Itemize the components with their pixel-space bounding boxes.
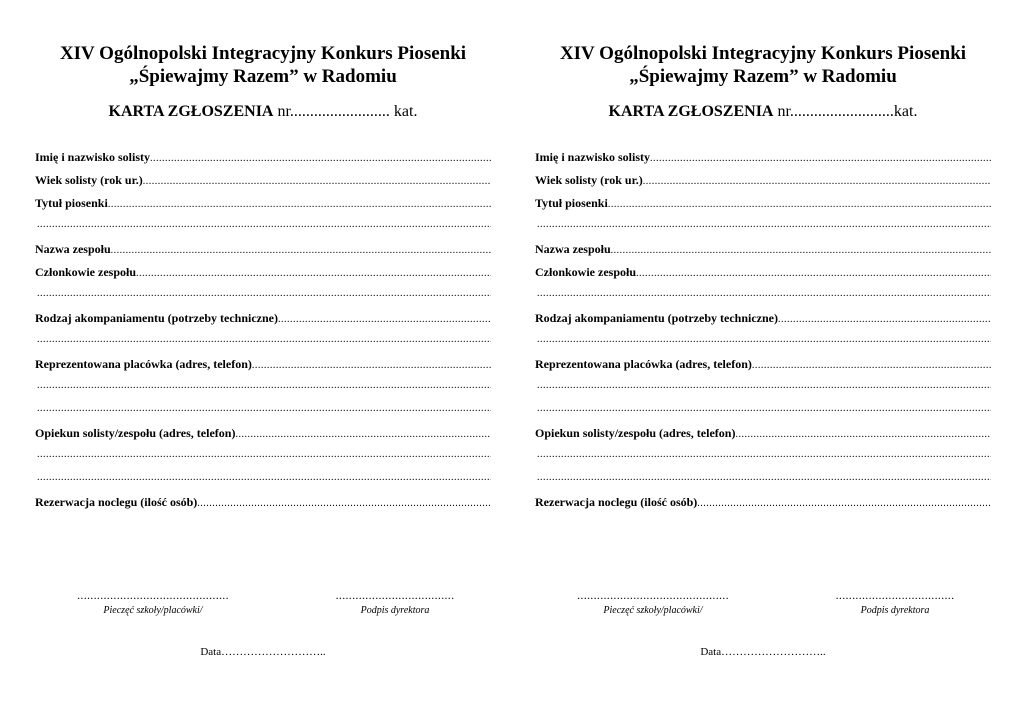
field-label: Reprezentowana placówka (adres, telefon) bbox=[535, 357, 752, 371]
field-band-members[interactable] bbox=[535, 265, 991, 288]
field-institution[interactable] bbox=[535, 357, 991, 380]
fill-line[interactable] bbox=[35, 219, 491, 230]
field-label: Wiek solisty (rok ur.) bbox=[535, 173, 643, 187]
fill-line[interactable] bbox=[235, 429, 491, 440]
director-signature-block bbox=[825, 588, 965, 616]
form-fields bbox=[535, 150, 991, 518]
fill-line[interactable] bbox=[35, 380, 491, 391]
field-label: Członkowie zespołu bbox=[535, 265, 637, 279]
fill-line[interactable] bbox=[35, 449, 491, 460]
field-band-name[interactable] bbox=[35, 242, 491, 265]
fill-line[interactable] bbox=[535, 403, 991, 414]
fill-line[interactable] bbox=[35, 403, 491, 414]
field-guardian[interactable] bbox=[35, 426, 491, 449]
stamp-signature-block bbox=[53, 588, 253, 616]
field-accommodation[interactable] bbox=[35, 495, 491, 518]
director-signature-block bbox=[325, 588, 465, 616]
field-band-members-cont[interactable] bbox=[35, 288, 491, 311]
fill-line[interactable] bbox=[697, 498, 991, 509]
field-label: Rezerwacja noclegu (ilość osób) bbox=[535, 495, 698, 509]
fill-line[interactable] bbox=[643, 176, 991, 187]
field-band-members-cont[interactable] bbox=[535, 288, 991, 311]
fill-line[interactable] bbox=[735, 429, 991, 440]
fill-line[interactable] bbox=[535, 288, 991, 299]
fill-line[interactable] bbox=[108, 199, 491, 210]
field-label: Imię i nazwisko solisty bbox=[35, 150, 151, 164]
fill-line[interactable] bbox=[197, 498, 491, 509]
field-label: Nazwa zespołu bbox=[535, 242, 611, 256]
field-accompaniment-cont[interactable] bbox=[535, 334, 991, 357]
field-label: Opiekun solisty/zespołu (adres, telefon) bbox=[35, 426, 236, 440]
form-fields bbox=[35, 150, 491, 518]
fill-line[interactable] bbox=[278, 314, 491, 325]
field-guardian-cont-1[interactable] bbox=[535, 449, 991, 472]
karta-title: KARTA ZGŁOSZENIA bbox=[608, 103, 774, 120]
field-label: Rodzaj akompaniamentu (potrzeby techniczne) bbox=[35, 311, 278, 325]
stamp-label: Pieczęć szkoły/placówki/ bbox=[103, 605, 203, 616]
field-guardian[interactable] bbox=[535, 426, 991, 449]
title-line-1: XIV Ogólnopolski Integracyjny Konkurs Piosenki bbox=[559, 43, 967, 64]
date-field[interactable]: Data……………………….. bbox=[700, 646, 826, 658]
field-song-title-cont[interactable] bbox=[535, 219, 991, 242]
field-institution-cont-1[interactable] bbox=[535, 380, 991, 403]
field-soloist-name[interactable] bbox=[35, 150, 491, 173]
field-song-title[interactable] bbox=[35, 196, 491, 219]
fill-line[interactable] bbox=[143, 176, 491, 187]
fill-line[interactable] bbox=[535, 472, 991, 483]
fill-line[interactable] bbox=[636, 268, 991, 279]
field-label: Nazwa zespołu bbox=[35, 242, 111, 256]
field-soloist-name[interactable] bbox=[535, 150, 991, 173]
fill-line[interactable] bbox=[136, 268, 491, 279]
registration-form-left bbox=[35, 0, 491, 725]
field-accompaniment[interactable] bbox=[35, 311, 491, 334]
field-soloist-age[interactable] bbox=[535, 173, 991, 196]
field-institution-cont-2[interactable] bbox=[535, 403, 991, 426]
form-title bbox=[35, 42, 491, 88]
date-field[interactable]: Data……………………….. bbox=[200, 646, 326, 658]
director-label: Podpis dyrektora bbox=[860, 605, 930, 616]
title-line-1: XIV Ogólnopolski Integracyjny Konkurs Piosenki bbox=[59, 43, 467, 64]
field-soloist-age[interactable] bbox=[35, 173, 491, 196]
fill-line[interactable] bbox=[252, 360, 491, 371]
field-label: Imię i nazwisko solisty bbox=[535, 150, 651, 164]
field-song-title[interactable] bbox=[535, 196, 991, 219]
fill-line[interactable] bbox=[752, 360, 991, 371]
fill-line[interactable] bbox=[535, 449, 991, 460]
karta-title: KARTA ZGŁOSZENIA bbox=[108, 103, 274, 120]
field-accommodation[interactable] bbox=[535, 495, 991, 518]
fill-line[interactable] bbox=[35, 334, 491, 345]
fill-line[interactable] bbox=[535, 334, 991, 345]
stamp-line[interactable]: .............................................. bbox=[577, 588, 729, 602]
field-guardian-cont-2[interactable] bbox=[535, 472, 991, 495]
field-label: Członkowie zespołu bbox=[35, 265, 137, 279]
title-line-2: „Śpiewajmy Razem” w Radomiu bbox=[129, 66, 397, 87]
fill-line[interactable] bbox=[111, 245, 491, 256]
field-institution[interactable] bbox=[35, 357, 491, 380]
karta-heading bbox=[35, 102, 491, 122]
fill-line[interactable] bbox=[35, 472, 491, 483]
fill-line[interactable] bbox=[150, 153, 491, 164]
fill-line[interactable] bbox=[535, 380, 991, 391]
stamp-signature-block bbox=[553, 588, 753, 616]
title-line-2: „Śpiewajmy Razem” w Radomiu bbox=[629, 66, 897, 87]
field-band-name[interactable] bbox=[535, 242, 991, 265]
fill-line[interactable] bbox=[535, 219, 991, 230]
field-institution-cont-2[interactable] bbox=[35, 403, 491, 426]
fill-line[interactable] bbox=[650, 153, 991, 164]
field-label: Rezerwacja noclegu (ilość osób) bbox=[35, 495, 198, 509]
field-label: Reprezentowana placówka (adres, telefon) bbox=[35, 357, 252, 371]
fill-line[interactable] bbox=[608, 199, 991, 210]
fill-line[interactable] bbox=[611, 245, 991, 256]
field-guardian-cont-2[interactable] bbox=[35, 472, 491, 495]
field-label: Opiekun solisty/zespołu (adres, telefon) bbox=[535, 426, 736, 440]
field-accompaniment[interactable] bbox=[535, 311, 991, 334]
director-label: Podpis dyrektora bbox=[360, 605, 430, 616]
karta-number-category: nr..........................kat. bbox=[777, 103, 918, 120]
field-guardian-cont-1[interactable] bbox=[35, 449, 491, 472]
field-label: Tytuł piosenki bbox=[35, 196, 108, 210]
stamp-label: Pieczęć szkoły/placówki/ bbox=[603, 605, 703, 616]
form-title bbox=[535, 42, 991, 88]
registration-form-right bbox=[535, 0, 991, 725]
director-signature-line[interactable]: .................................... bbox=[835, 588, 955, 602]
director-signature-line[interactable]: .................................... bbox=[335, 588, 455, 602]
field-institution-cont-1[interactable] bbox=[35, 380, 491, 403]
karta-number-category: nr......................... kat. bbox=[277, 103, 418, 120]
fill-line[interactable] bbox=[778, 314, 991, 325]
field-band-members[interactable] bbox=[35, 265, 491, 288]
karta-heading bbox=[535, 102, 991, 122]
field-label: Tytuł piosenki bbox=[535, 196, 608, 210]
field-accompaniment-cont[interactable] bbox=[35, 334, 491, 357]
field-label: Rodzaj akompaniamentu (potrzeby techniczne) bbox=[535, 311, 778, 325]
field-label: Wiek solisty (rok ur.) bbox=[35, 173, 143, 187]
field-song-title-cont[interactable] bbox=[35, 219, 491, 242]
stamp-line[interactable]: .............................................. bbox=[77, 588, 229, 602]
fill-line[interactable] bbox=[35, 288, 491, 299]
